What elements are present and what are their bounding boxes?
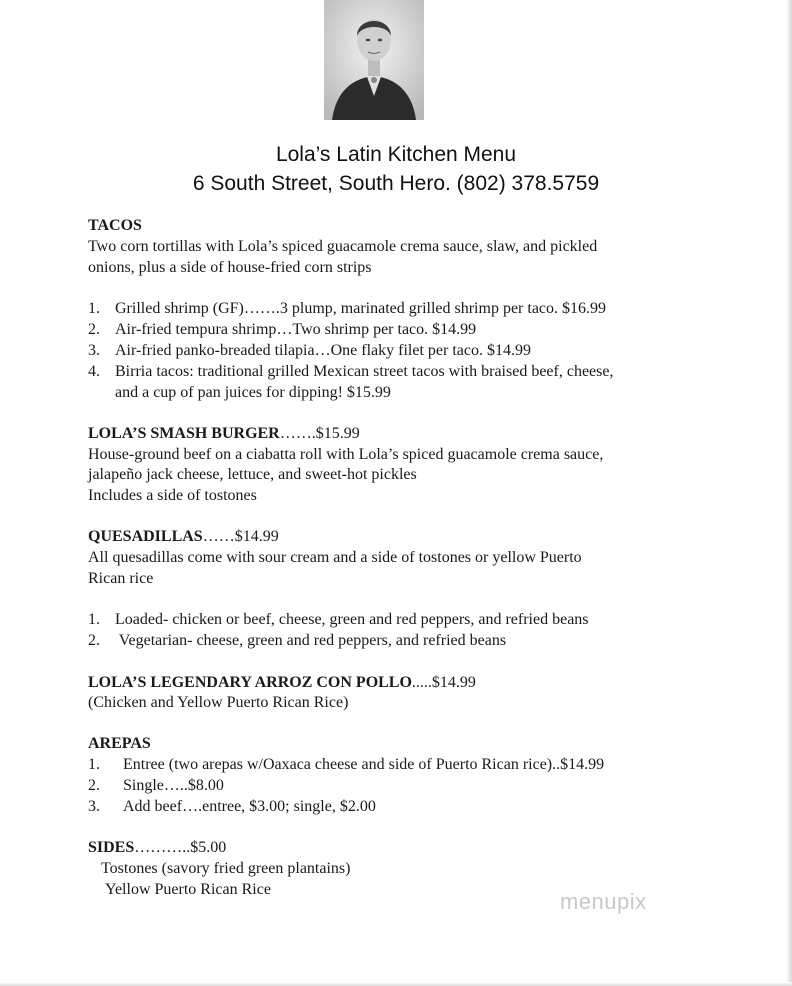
arepa-item-3-number: 3. bbox=[88, 798, 100, 815]
taco-item-1-text: Grilled shrimp (GF)…….3 plump, marinated grilled shrimp per taco. $16.99 bbox=[115, 300, 607, 317]
quesadillas-description-line1: All quesadillas come with sour cream and a side of tostones or yellow Puerto bbox=[88, 549, 582, 566]
tacos-heading: TACOS bbox=[88, 217, 142, 234]
quesadilla-item-1 bbox=[88, 610, 589, 630]
burger-heading: LOLA’S SMASH BURGER bbox=[88, 425, 280, 442]
arepas-heading: AREPAS bbox=[88, 735, 151, 752]
taco-item-3-number: 3. bbox=[88, 342, 100, 359]
quesadilla-item-2 bbox=[88, 631, 506, 651]
quesadilla-item-1-text: Loaded- chicken or beef, cheese, green and red peppers, and refried beans bbox=[115, 611, 589, 628]
taco-item-3 bbox=[88, 341, 531, 361]
sides-heading: SIDES bbox=[88, 839, 135, 856]
taco-item-4-number: 4. bbox=[88, 363, 100, 380]
burger-description-line1: House-ground beef on a ciabatta roll with Lola’s spiced guacamole crema sauce, bbox=[88, 446, 604, 463]
burger-price: …….$15.99 bbox=[279, 425, 360, 442]
burger-description-line3: Includes a side of tostones bbox=[88, 487, 257, 504]
quesadilla-item-2-text: Vegetarian- cheese, green and red peppers, and refried beans bbox=[115, 632, 507, 649]
arepa-item-2 bbox=[88, 776, 224, 796]
page-bottom-shadow bbox=[0, 982, 792, 986]
sides-heading-line bbox=[88, 838, 226, 858]
page-edge-shadow bbox=[786, 0, 792, 986]
arepa-item-3-text: Add beef….entree, $3.00; single, $2.00 bbox=[123, 798, 376, 815]
quesadilla-item-1-number: 1. bbox=[88, 611, 100, 628]
menu-title: Lola’s Latin Kitchen Menu bbox=[275, 143, 517, 166]
arepa-item-2-number: 2. bbox=[88, 777, 100, 794]
arroz-price: .....$14.99 bbox=[411, 674, 476, 691]
taco-item-4-continued: and a cup of pan juices for dipping! $15.99 bbox=[115, 384, 391, 401]
arepa-item-2-text: Single…..$8.00 bbox=[123, 777, 224, 794]
tacos-description-line2: onions, plus a side of house-fried corn strips bbox=[88, 259, 372, 276]
quesadillas-heading: QUESADILLAS bbox=[88, 528, 203, 545]
burger-description-line2: jalapeño jack cheese, lettuce, and sweet-hot pickles bbox=[88, 466, 417, 483]
arepa-item-1 bbox=[88, 755, 604, 775]
menupix-watermark: menupix bbox=[560, 889, 647, 914]
arroz-heading: LOLA’S LEGENDARY ARROZ CON POLLO bbox=[88, 674, 412, 691]
taco-item-1-number: 1. bbox=[88, 300, 100, 317]
sides-price: ………..$5.00 bbox=[134, 839, 227, 856]
taco-item-4-text: Birria tacos: traditional grilled Mexican street tacos with braised beef, cheese, bbox=[115, 363, 614, 380]
side-item-tostones: Tostones (savory fried green plantains) bbox=[101, 860, 351, 877]
taco-item-4 bbox=[88, 362, 613, 382]
arepa-item-1-text: Entree (two arepas w/Oaxaca cheese and side of Puerto Rican rice)..$14.99 bbox=[123, 756, 605, 773]
burger-heading-line bbox=[88, 424, 360, 444]
quesadilla-item-2-number: 2. bbox=[88, 632, 100, 649]
taco-item-2 bbox=[88, 320, 476, 340]
arepa-item-3 bbox=[88, 797, 376, 817]
tacos-description-line1: Two corn tortillas with Lola’s spiced guacamole crema sauce, slaw, and pickled bbox=[88, 238, 598, 255]
arroz-heading-line bbox=[88, 673, 476, 693]
quesadillas-heading-line bbox=[88, 527, 279, 547]
taco-item-2-text: Air-fried tempura shrimp…Two shrimp per taco. $14.99 bbox=[115, 321, 477, 338]
quesadillas-description-line2: Rican rice bbox=[88, 570, 154, 587]
arroz-description: (Chicken and Yellow Puerto Rican Rice) bbox=[88, 694, 349, 711]
taco-item-2-number: 2. bbox=[88, 321, 100, 338]
arepa-item-1-number: 1. bbox=[88, 756, 100, 773]
quesadillas-price: ……$14.99 bbox=[202, 528, 279, 545]
taco-item-1 bbox=[88, 299, 606, 319]
portrait-photo bbox=[324, 0, 424, 120]
taco-item-3-text: Air-fried panko-breaded tilapia…One flaky filet per taco. $14.99 bbox=[115, 342, 531, 359]
restaurant-address: 6 South Street, South Hero. (802) 378.5759 bbox=[192, 172, 600, 195]
side-item-rice: Yellow Puerto Rican Rice bbox=[105, 881, 271, 898]
